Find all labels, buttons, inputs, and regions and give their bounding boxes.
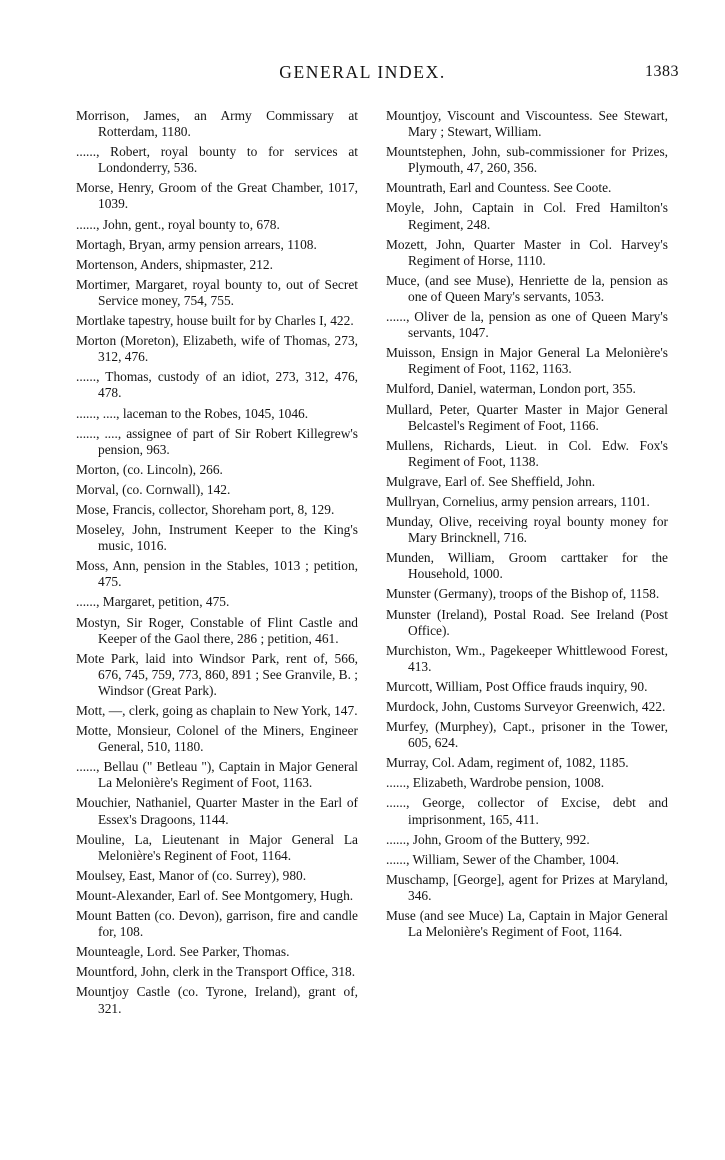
index-column-right [386, 108, 668, 944]
page-header [0, 60, 725, 90]
index-entry: Muisson, Ensign in Major General La Melonière's Regiment of Foot, 1162, 1163. [386, 345, 668, 377]
index-entry: Mountrath, Earl and Countess. See Coote. [386, 180, 612, 196]
index-entry: Mulgrave, Earl of. See Sheffield, John. [386, 473, 596, 489]
index-entry: Mounteagle, Lord. See Parker, Thomas. [76, 944, 290, 960]
index-entry: Mote Park, laid into Windsor Park, rent of, 566, 676, 745, 759, 773, 860, 891 ; See Granvile, B. ; Windsor (Great Park). [76, 650, 358, 698]
index-entry: Moss, Ann, pension in the Stables, 1013 ; petition, 475. [76, 558, 358, 590]
index-entry: Murchiston, Wm., Pagekeeper Whittlewood Forest, 413. [386, 642, 668, 674]
index-entry: Morton (Moreton), Elizabeth, wife of Thomas, 273, 312, 476. [76, 333, 358, 365]
index-entry: Munster (Ireland), Postal Road. See Ireland (Post Office). [386, 606, 668, 638]
index-entry: ......, Elizabeth, Wardrobe pension, 1008. [386, 775, 605, 791]
index-entry: Mortenson, Anders, shipmaster, 212. [76, 256, 273, 272]
index-entry: Mouline, La, Lieutenant in Major General La Melonière's Reginent of Foot, 1164. [76, 831, 358, 863]
index-entry: Mortimer, Margaret, royal bounty to, out of Secret Service money, 754, 755. [76, 276, 358, 308]
index-entry: ......, ...., laceman to the Robes, 1045, 1046. [76, 405, 309, 421]
index-entry: ......, John, gent., royal bounty to, 678. [76, 216, 280, 232]
index-entry: ......, Bellau (" Betleau "), Captain in Major General La Melonière's Regiment of Foot, 1163. [76, 759, 358, 791]
index-entry: ......, George, collector of Excise, debt and imprisonment, 165, 411. [386, 795, 668, 827]
index-entry: Mount-Alexander, Earl of. See Montgomery, Hugh. [76, 887, 354, 903]
index-entry: Mountstephen, John, sub-commissioner for Prizes, Plymouth, 47, 260, 356. [386, 144, 668, 176]
index-entry: Mott, —, clerk, going as chaplain to New York, 147. [76, 703, 358, 718]
index-entry: Mount Batten (co. Devon), garrison, fire and candle for, 108. [76, 908, 358, 940]
index-entry: Mouchier, Nathaniel, Quarter Master in the Earl of Essex's Dragoons, 1144. [76, 795, 358, 827]
index-entry: Mullens, Richards, Lieut. in Col. Edw. Fox's Regiment of Foot, 1138. [386, 437, 668, 469]
index-entry: Mullard, Peter, Quarter Master in Major General Belcastel's Regiment of Foot, 1166. [386, 401, 668, 433]
index-entry: Mountjoy Castle (co. Tyrone, Ireland), grant of, 321. [76, 984, 358, 1016]
index-entry: Mortagh, Bryan, army pension arrears, 1108. [76, 236, 317, 252]
index-entry: Moseley, John, Instrument Keeper to the King's music, 1016. [76, 522, 358, 554]
index-entry: ......, Oliver de la, pension as one of Queen Mary's servants, 1047. [386, 309, 668, 341]
index-entry: Morton, (co. Lincoln), 266. [76, 461, 223, 477]
index-entry: Mostyn, Sir Roger, Constable of Flint Castle and Keeper of the Gaol there, 286 ; petition, 461. [76, 614, 358, 646]
index-entry: Mulford, Daniel, waterman, London port, 355. [386, 381, 636, 397]
index-entry: Morval, (co. Cornwall), 142. [76, 481, 231, 497]
page-number: 1383 [645, 63, 679, 80]
index-entry: Munster (Germany), troops of the Bishop of, 1158. [386, 586, 660, 602]
index-entry: ......, ...., assignee of part of Sir Robert Killegrew's pension, 963. [76, 425, 358, 457]
index-entry: Mountjoy, Viscount and Viscountess. See Stewart, Mary ; Stewart, William. [386, 108, 668, 140]
index-entry: Mortlake tapestry, house built for by Charles I, 422. [76, 313, 354, 329]
index-entry: Munday, Olive, receiving royal bounty money for Mary Brincknell, 716. [386, 514, 668, 546]
index-entry: Muse (and see Muce) La, Captain in Major General La Melonière's Regiment of Foot, 1164. [386, 908, 668, 940]
index-entry: Mose, Francis, collector, Shoreham port, 8, 129. [76, 501, 335, 517]
index-entry: ......, Margaret, petition, 475. [76, 594, 230, 610]
index-entry: Morse, Henry, Groom of the Great Chamber, 1017, 1039. [76, 180, 358, 212]
index-entry: Murcott, William, Post Office frauds inquiry, 90. [386, 678, 648, 694]
index-entry: Mozett, John, Quarter Master in Col. Harvey's Regiment of Horse, 1110. [386, 236, 668, 268]
index-entry: Muschamp, [George], agent for Prizes at Maryland, 346. [386, 871, 668, 903]
page-title: GENERAL INDEX. [279, 62, 446, 82]
index-entry: ......, John, Groom of the Buttery, 992. [386, 831, 590, 847]
index-entry: Mullryan, Cornelius, army pension arrears, 1101. [386, 493, 650, 509]
index-entry: Motte, Monsieur, Colonel of the Miners, Engineer General, 510, 1180. [76, 723, 358, 755]
index-entry: Mountford, John, clerk in the Transport Office, 318. [76, 964, 356, 980]
index-entry: Morrison, James, an Army Commissary at Rotterdam, 1180. [76, 108, 358, 140]
index-entry: Moulsey, East, Manor of (co. Surrey), 980. [76, 867, 307, 883]
index-entry: Moyle, John, Captain in Col. Fred Hamilton's Regiment, 248. [386, 200, 668, 232]
index-entry: Murray, Col. Adam, regiment of, 1082, 1185. [386, 755, 629, 771]
index-column-left [76, 108, 358, 1021]
index-entry: ......, Robert, royal bounty to for services at Londonderry, 536. [76, 144, 358, 176]
index-entry: Murfey, (Murphey), Capt., prisoner in the Tower, 605, 624. [386, 719, 668, 751]
index-entry: ......, Thomas, custody of an idiot, 273, 312, 476, 478. [76, 369, 358, 401]
index-entry: ......, William, Sewer of the Chamber, 1004. [386, 851, 619, 867]
index-entry: Munden, William, Groom carttaker for the Household, 1000. [386, 550, 668, 582]
index-entry: Murdock, John, Customs Surveyor Greenwich, 422. [386, 699, 666, 714]
index-entry: Muce, (and see Muse), Henriette de la, pension as one of Queen Mary's servants, 1053. [386, 272, 668, 304]
